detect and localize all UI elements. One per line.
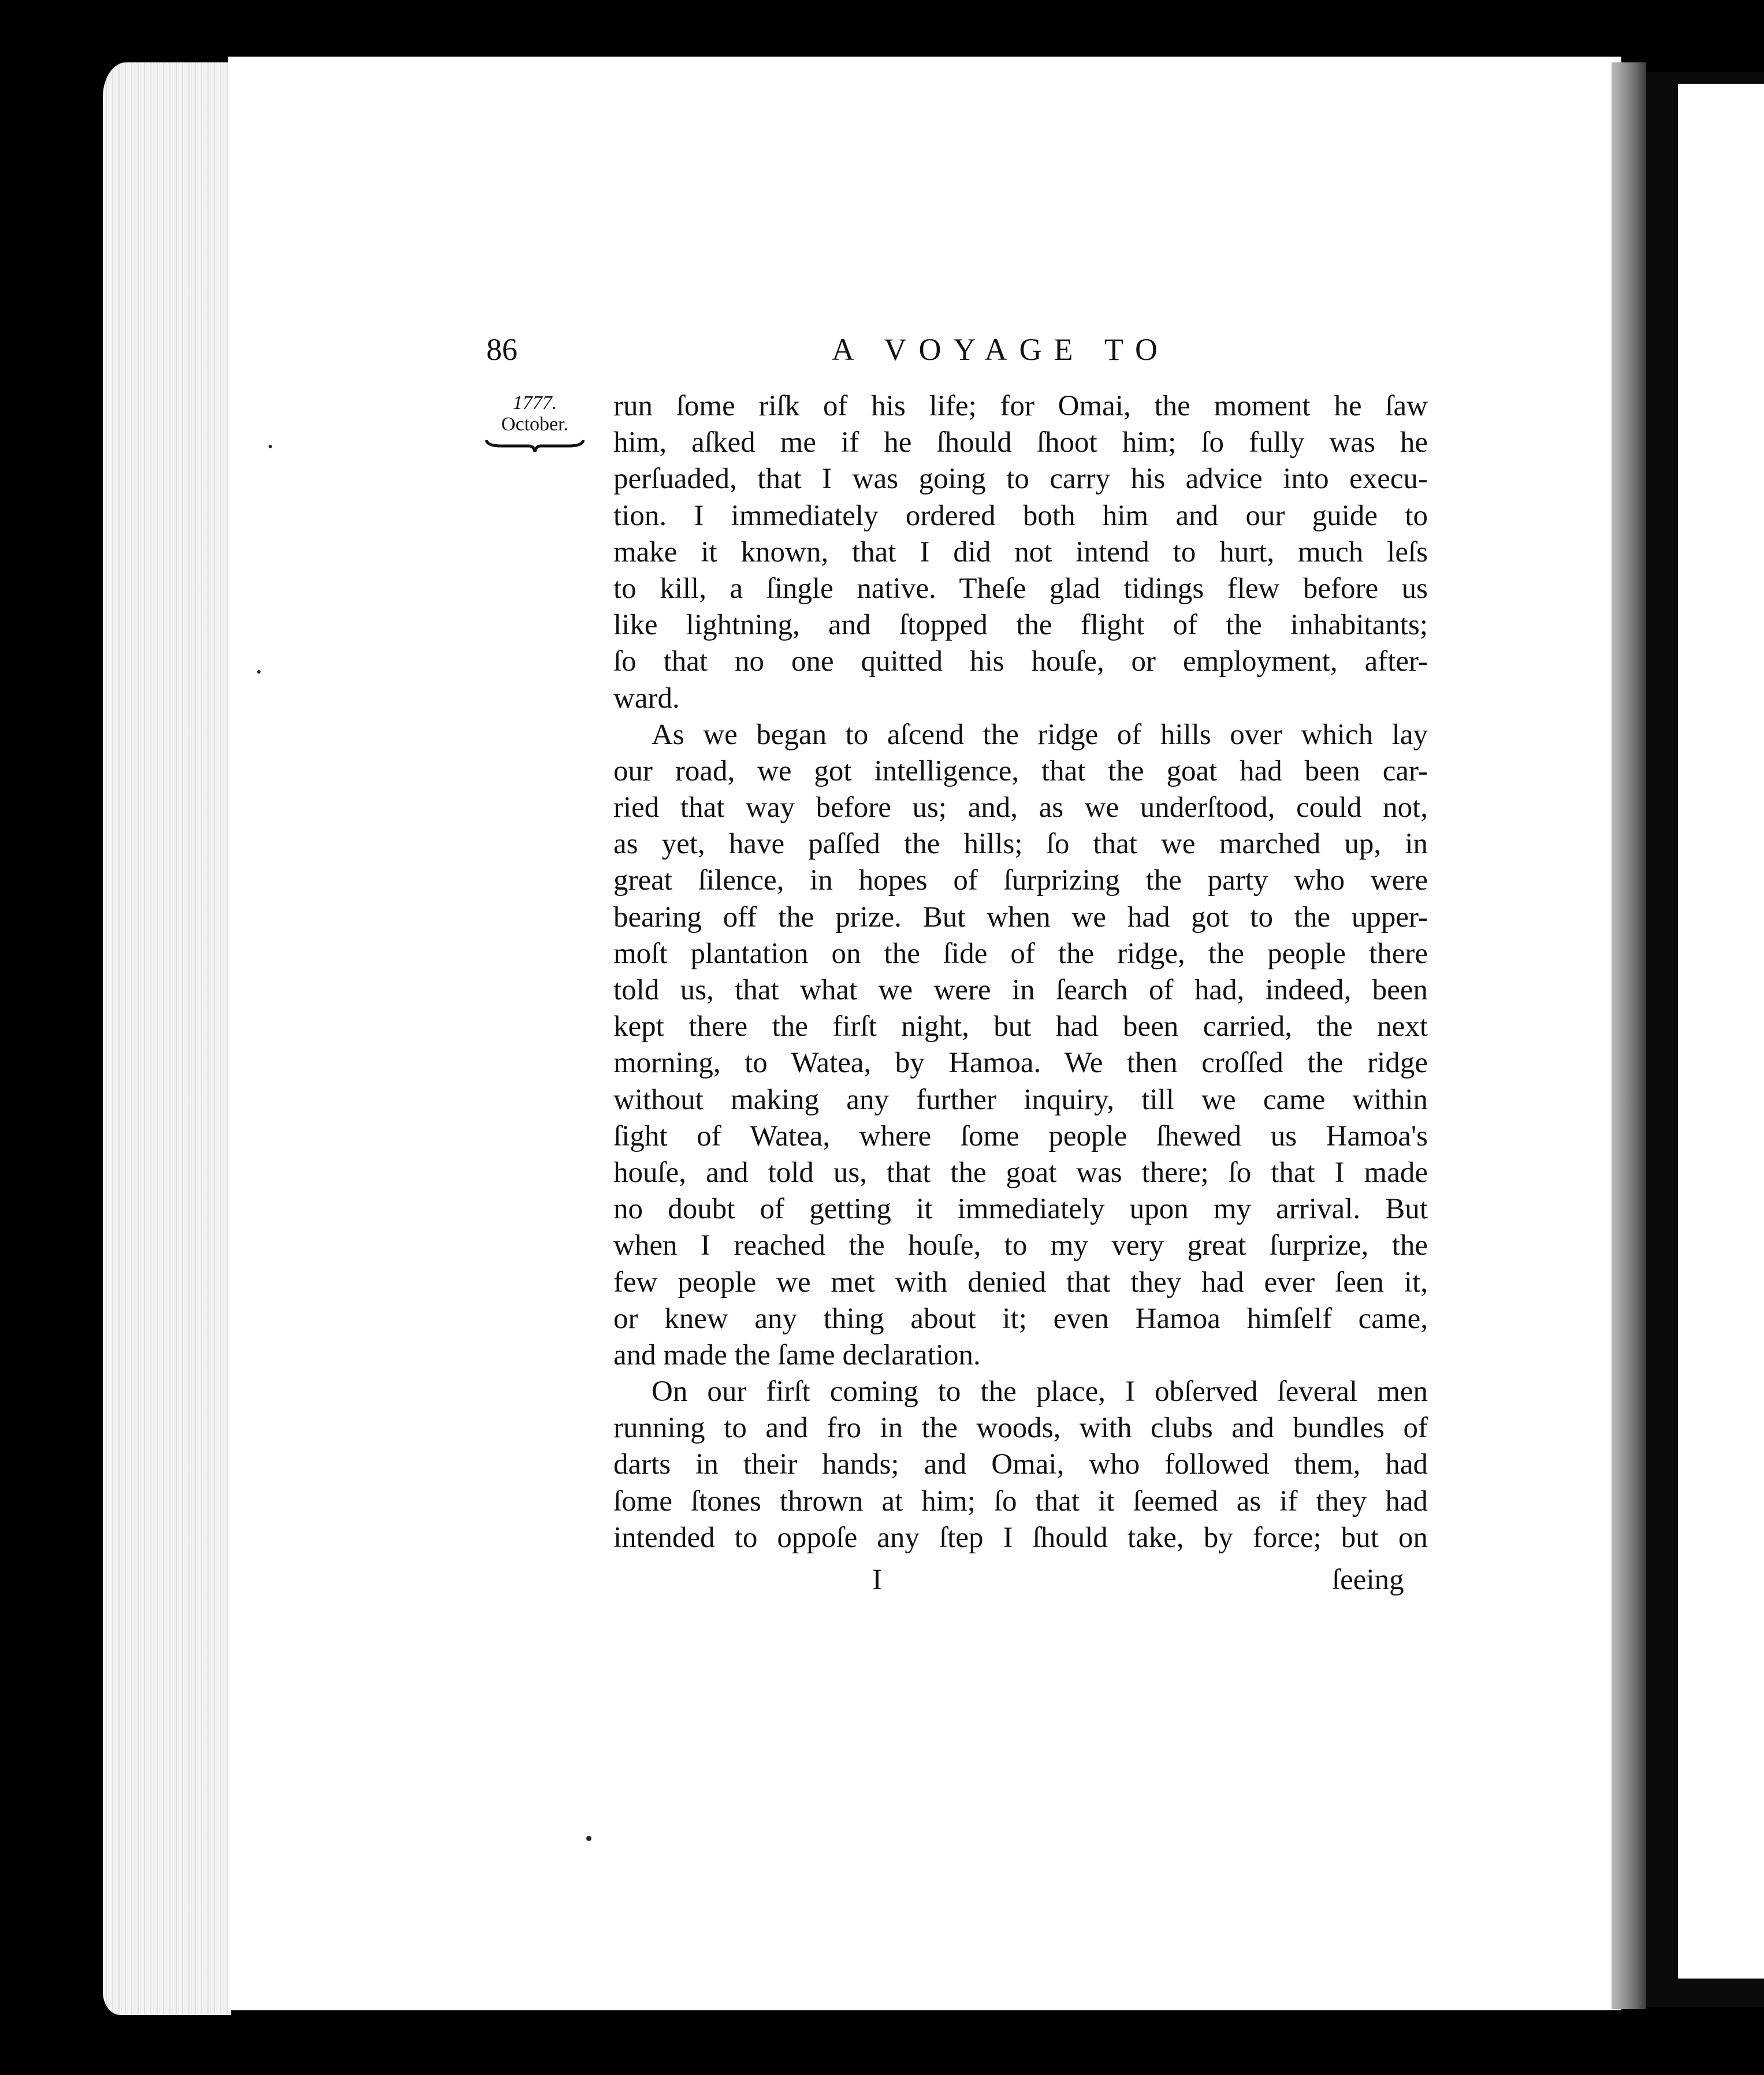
paragraph xyxy=(613,1374,1428,1556)
text-line: ſo that no one quitted his houſe, or employment, after- xyxy=(613,645,1428,678)
text-line: morning, to Watea, by Hamoa. We then croſſed the ridge xyxy=(613,1047,1428,1080)
ink-speck xyxy=(269,445,272,448)
text-line: darts in their hands; and Omai, who followed them, had xyxy=(613,1448,1428,1481)
text-line: tion. I immediately ordered both him and our guide to xyxy=(613,499,1428,532)
margin-year: 1777. xyxy=(512,392,557,414)
text-line: great ſilence, in hopes of ſurprizing the party who were xyxy=(613,864,1428,897)
page-footer xyxy=(0,1560,1764,1600)
text-line: moſt plantation on the ſide of the ridge, the people there xyxy=(613,937,1428,970)
text-line: run ſome riſk of his life; for Omai, the moment he ſaw xyxy=(613,390,1428,422)
text-line: like lightning, and ſtopped the flight of the inhabitants; xyxy=(613,609,1428,642)
text-line: without making any further inquiry, till we came within xyxy=(613,1083,1428,1116)
margin-month: October. xyxy=(501,414,569,435)
text-line: him, aſked me if he ſhould ſhoot him; ſo fully was he xyxy=(613,426,1428,459)
page-header xyxy=(0,329,1764,370)
text-line: ried that way before us; and, as we underſtood, could not, xyxy=(613,791,1428,824)
text-line: as yet, have paſſed the hills; ſo that we marched up, in xyxy=(613,828,1428,861)
paragraph xyxy=(613,388,1428,717)
text-line: bearing off the prize. But when we had got to the upper- xyxy=(613,901,1428,934)
text-line: or knew any thing about it; even Hamoa himſelf came, xyxy=(613,1302,1428,1335)
text-line: few people we met with denied that they had ever ſeen it, xyxy=(613,1266,1428,1299)
text-line: our road, we got intelligence, that the goat had been car- xyxy=(613,754,1428,787)
text-line: when I reached the houſe, to my very great ſurprize, the xyxy=(613,1229,1428,1262)
text-line: ſome ſtones thrown at him; ſo that it ſeemed as if they had xyxy=(613,1485,1428,1518)
text-line: perſuaded, that I was going to carry his advice into execu- xyxy=(613,463,1428,496)
text-line: to kill, a ſingle native. Theſe glad tidings flew before us xyxy=(613,572,1428,605)
running-head: A VOYAGE TO xyxy=(832,332,1170,367)
brace-icon xyxy=(484,438,586,454)
text-line: On our firſt coming to the place, I obſerved ſeveral men xyxy=(652,1375,1428,1408)
text-line: houſe, and told us, that the goat was there; ſo that I made xyxy=(613,1156,1428,1189)
text-line: running to and fro in the woods, with clubs and bundles of xyxy=(613,1412,1428,1445)
paragraph xyxy=(613,717,1428,1374)
text-line: and made the ſame declaration. xyxy=(613,1338,981,1371)
text-line: intended to oppoſe any ſtep I ſhould take, by force; but on xyxy=(613,1521,1428,1554)
ink-speck xyxy=(586,1836,591,1841)
text-line: As we began to aſcend the ridge of hills over which lay xyxy=(652,718,1428,751)
page-number: 86 xyxy=(486,332,518,367)
text-line: ward. xyxy=(613,682,680,715)
body-text xyxy=(613,388,1428,1556)
text-line: ſight of Watea, where ſome people ſhewed us Hamoa's xyxy=(613,1120,1428,1152)
text-line: told us, that what we were in ſearch of had, indeed, been xyxy=(613,974,1428,1006)
text-line: no doubt of getting it immediately upon my arrival. But xyxy=(613,1193,1428,1226)
ink-speck xyxy=(257,670,260,674)
catchword: ſeeing xyxy=(1332,1564,1404,1596)
signature-mark: I xyxy=(872,1564,882,1596)
margin-note xyxy=(484,393,586,454)
text-line: kept there the firſt night, but had been carried, the next xyxy=(613,1010,1428,1043)
text-line: make it known, that I did not intend to hurt, much leſs xyxy=(613,536,1428,568)
